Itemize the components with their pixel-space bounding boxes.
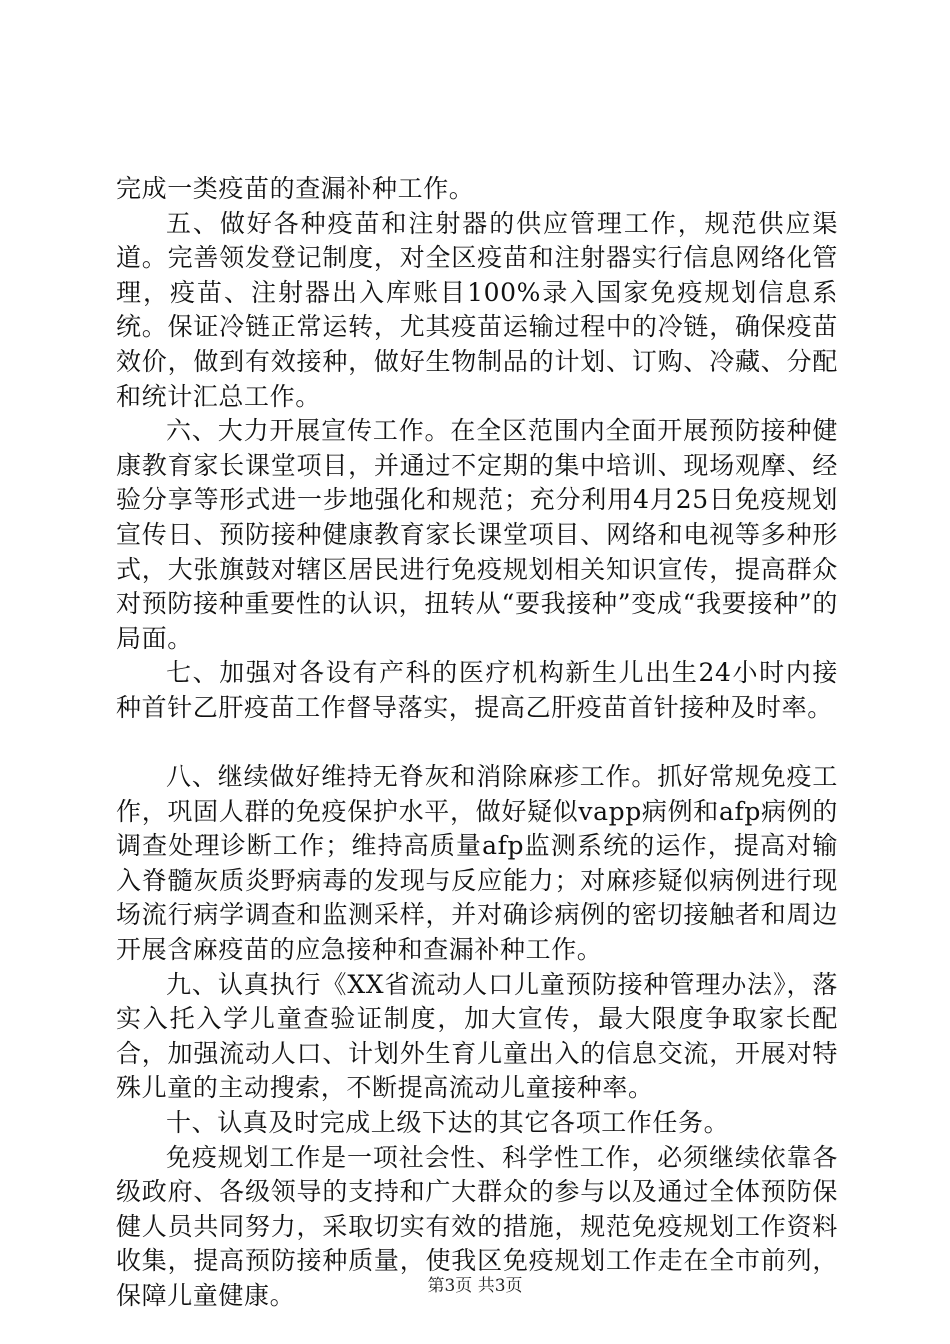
paragraph-item-10: 十、认真及时完成上级下达的其它各项工作任务。: [166, 1108, 730, 1138]
paragraph-conclusion: 免疫规划工作是一项社会性、科学性工作，必须继续依靠各级政府、各级领导的支持和广大群众的参与以及通过全体预防保健人员共同努力，采取切实有效的措施，规范免疫规划工作资料收集，提高预防接种质量，使我区免疫规划工作走在全市前列，保障儿童健康。: [116, 1142, 838, 1310]
paragraph-item-6: 六、大力开展宣传工作。在全区范围内全面开展预防接种健康教育家长课堂项目，并通过不定期的集中培训、现场观摩、经验分享等形式进一步地强化和规范；充分利用4月25日免疫规划宣传日、预防接种健康教育家长课堂项目、网络和电视等多种形式，大张旗鼓对辖区居民进行免疫规划相关知识宣传，提高群众对预防接种重要性的认识，扭转从“要我接种”变成“我要接种”的局面。: [116, 416, 838, 653]
document-body: [116, 172, 838, 1314]
paragraph-item-9: 九、认真执行《XX省流动人口儿童预防接种管理办法》，落实入托入学儿童查验证制度，加大宣传，最大限度争取家长配合，加强流动人口、计划外生育儿童出入的信息交流，开展对特殊儿童的主动搜索，不断提高流动儿童接种率。: [116, 969, 838, 1103]
page-number-footer: 第3页 共3页: [427, 1276, 523, 1296]
paragraph-item-8: 八、继续做好维持无脊灰和消除麻疹工作。抓好常规免疫工作，巩固人群的免疫保护水平，做好疑似vapp病例和afp病例的调查处理诊断工作；维持高质量afp监测系统的运作，提高对输入脊髓灰质炎野病毒的发现与反应能力；对麻疹疑似病例进行现场流行病学调查和监测采样，并对确诊病例的密切接触者和周边开展含麻疫苗的应急接种和查漏补种工作。: [116, 762, 838, 965]
paragraph-item-7: 七、加强对各设有产科的医疗机构新生儿出生24小时内接种首针乙肝疫苗工作督导落实，提高乙肝疫苗首针接种及时率。: [116, 658, 838, 722]
paragraph-item-5: 五、做好各种疫苗和注射器的供应管理工作，规范供应渠道。完善领发登记制度，对全区疫苗和注射器实行信息网络化管理，疫苗、注射器出入库账目100%录入国家免疫规划信息系统。保证冷链正常运转，尤其疫苗运输过程中的冷链，确保疫苗效价，做到有效接种，做好生物制品的计划、订购、冷藏、分配和统计汇总工作。: [116, 208, 838, 411]
paragraph-continuation: 完成一类疫苗的查漏补种工作。: [116, 174, 475, 203]
